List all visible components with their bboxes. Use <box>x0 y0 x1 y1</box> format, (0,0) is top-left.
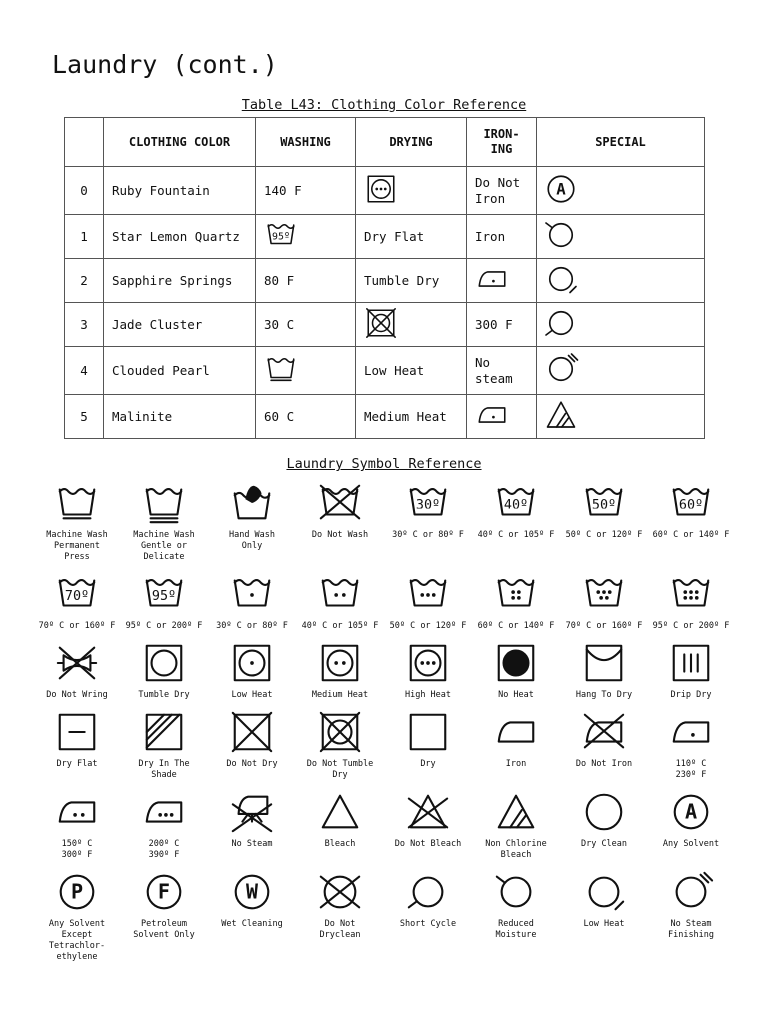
header-drying: DRYING <box>356 118 467 167</box>
symbol-label: Machine Wash Permanent Press <box>46 530 108 562</box>
symbol-label: 30º C or 80º F <box>216 621 288 631</box>
machine-wash-gentle-icon <box>120 480 208 526</box>
cell-clothing-color <box>104 215 256 259</box>
cell-washing-text: 60 C <box>264 408 295 424</box>
svg-text:70º: 70º <box>64 588 90 604</box>
wash-1-dot-icon <box>208 571 296 617</box>
cell-clothing-color <box>104 395 256 439</box>
header-ironing <box>467 118 537 167</box>
symbol-label: 95º C or 200º F <box>125 621 203 631</box>
symbol-label: Do Not Iron <box>575 759 633 769</box>
header-ironing-label: IRON- ING <box>483 127 520 156</box>
symbol-label: Any Solvent <box>662 839 720 849</box>
symbol-label: Reduced Moisture <box>495 919 537 940</box>
cell-drying-text: Medium Heat <box>364 408 447 424</box>
symbol-cell <box>384 640 472 701</box>
symbol-cell <box>208 571 296 632</box>
cell-index <box>65 395 104 439</box>
symbol-label: Dry Clean <box>580 839 628 849</box>
symbol-cell <box>560 789 648 850</box>
no-steam-icon <box>208 789 296 835</box>
symbol-label: Medium Heat <box>311 690 369 700</box>
tumble-dry-icon <box>120 640 208 686</box>
svg-text:W: W <box>245 879 259 904</box>
cell-ironing <box>467 167 537 215</box>
cell-clothing-color <box>104 259 256 303</box>
cell-ironing-text: 300 F <box>475 316 513 332</box>
symbol-reference-caption: Laundry Symbol Reference <box>286 456 482 472</box>
cell-special <box>537 395 705 439</box>
symbol-cell <box>560 640 648 701</box>
cell-clothing-color-text: Clouded Pearl <box>112 362 210 378</box>
svg-text:95º: 95º <box>272 231 290 243</box>
table-row <box>65 259 705 303</box>
cell-drying-text: Low Heat <box>364 362 425 378</box>
cell-clothing-color <box>104 347 256 395</box>
symbol-cell <box>33 480 121 563</box>
do-not-iron-icon <box>560 709 648 755</box>
clothing-color-table <box>64 117 705 439</box>
wash-60-icon <box>647 480 735 526</box>
any-solvent-icon <box>543 171 579 210</box>
symbol-cell <box>208 789 296 850</box>
tumble-dry-medium-icon <box>296 640 384 686</box>
symbol-cell <box>120 640 208 701</box>
cell-index <box>65 347 104 395</box>
svg-text:30º: 30º <box>415 497 441 513</box>
cell-ironing-text: No steam <box>475 354 513 386</box>
cell-washing <box>256 259 356 303</box>
header-index <box>65 118 104 167</box>
short-cycle-icon <box>384 869 472 915</box>
cell-clothing-color <box>104 303 256 347</box>
symbol-cell <box>384 480 472 541</box>
header-washing: WASHING <box>256 118 356 167</box>
cell-index <box>65 215 104 259</box>
non-chlorine-bleach-icon <box>543 397 579 436</box>
symbol-label: 50º C or 120º F <box>389 621 467 631</box>
do-not-wring-icon <box>33 640 121 686</box>
symbol-cell <box>296 789 384 850</box>
symbol-cell <box>384 709 472 770</box>
symbol-label: Do Not Bleach <box>394 839 462 849</box>
hang-to-dry-icon <box>560 640 648 686</box>
symbol-label: 40º C or 105º F <box>301 621 379 631</box>
cell-ironing <box>467 303 537 347</box>
symbol-label: Hang To Dry <box>575 690 633 700</box>
symbol-label: No Steam Finishing <box>667 919 715 940</box>
iron-icon <box>472 709 560 755</box>
machine-wash-permanent-press-icon <box>33 480 121 526</box>
wash-95-icon <box>120 571 208 617</box>
any-solvent-except-tce-icon <box>33 869 121 915</box>
cell-drying <box>356 259 467 303</box>
do-not-dry-icon <box>208 709 296 755</box>
symbol-cell <box>384 571 472 632</box>
cell-ironing <box>467 347 537 395</box>
wash-basin-icon <box>264 352 298 389</box>
svg-text:A: A <box>556 179 566 199</box>
symbol-cell <box>647 789 735 850</box>
cell-clothing-color <box>104 167 256 215</box>
cell-special <box>537 347 705 395</box>
do-not-tumble-dry-icon <box>296 709 384 755</box>
symbol-cell <box>472 709 560 770</box>
symbol-label: Petroleum Solvent Only <box>133 919 195 940</box>
reduced-moisture-icon <box>472 869 560 915</box>
dry-icon <box>384 709 472 755</box>
symbol-cell <box>560 480 648 541</box>
page-title: Laundry (cont.) <box>52 50 278 79</box>
symbol-label: Short Cycle <box>399 919 457 929</box>
cell-index-text: 1 <box>80 228 88 244</box>
symbol-cell <box>208 480 296 552</box>
symbol-label: High Heat <box>404 690 452 700</box>
symbol-label: 60º C or 140º F <box>652 530 730 540</box>
symbol-cell <box>33 571 121 632</box>
symbol-cell <box>33 789 121 861</box>
symbol-label: 60º C or 140º F <box>477 621 555 631</box>
symbol-label: 50º C or 120º F <box>565 530 643 540</box>
low-heat-icon <box>543 261 579 300</box>
do-not-dryclean-icon <box>296 869 384 915</box>
dry-clean-icon <box>560 789 648 835</box>
cell-drying-text: Dry Flat <box>364 228 425 244</box>
symbol-cell <box>208 709 296 770</box>
symbol-cell <box>296 709 384 781</box>
cell-washing-text: 140 F <box>264 182 302 198</box>
symbol-cell <box>33 709 121 770</box>
wash-95-icon <box>264 218 298 255</box>
wash-2-dots-icon <box>296 571 384 617</box>
symbol-label: Do Not Wash <box>311 530 369 540</box>
hand-wash-icon <box>208 480 296 526</box>
cell-index <box>65 259 104 303</box>
symbol-label: 95º C or 200º F <box>652 621 730 631</box>
symbol-cell <box>120 571 208 632</box>
header-special: SPECIAL <box>537 118 705 167</box>
cell-drying <box>356 395 467 439</box>
wash-40-icon <box>472 480 560 526</box>
cell-clothing-color-text: Star Lemon Quartz <box>112 228 240 244</box>
do-not-tumble-dry-icon <box>364 306 398 343</box>
cell-ironing <box>467 395 537 439</box>
tumble-dry-no-heat-icon <box>472 640 560 686</box>
no-steam-finishing-icon <box>647 869 735 915</box>
symbol-cell <box>472 480 560 541</box>
symbol-label: Dry Flat <box>56 759 98 769</box>
svg-text:A: A <box>684 799 698 824</box>
table-caption: Table L43: Clothing Color Reference <box>241 97 527 113</box>
do-not-wash-icon <box>296 480 384 526</box>
cell-washing <box>256 167 356 215</box>
cell-special <box>537 167 705 215</box>
cell-ironing-text: Do Not Iron <box>475 174 521 206</box>
symbol-cell <box>120 869 208 941</box>
symbol-cell <box>472 571 560 632</box>
wet-cleaning-icon <box>208 869 296 915</box>
cell-index <box>65 303 104 347</box>
symbol-cell <box>296 640 384 701</box>
cell-index-text: 4 <box>80 362 88 378</box>
cell-washing-text: 30 C <box>264 316 295 332</box>
tumble-dry-high-icon <box>384 640 472 686</box>
cell-ironing <box>467 215 537 259</box>
cell-clothing-color-text: Ruby Fountain <box>112 182 210 198</box>
symbol-cell <box>647 709 735 781</box>
symbol-label: Do Not Tumble Dry <box>306 759 374 780</box>
symbol-label: Low Heat <box>583 919 625 929</box>
symbol-label: 30º C or 80º F <box>392 530 464 540</box>
cell-index-text: 2 <box>80 272 88 288</box>
no-steam-finishing-icon <box>543 351 579 390</box>
symbol-cell <box>472 869 560 941</box>
table-row <box>65 167 705 215</box>
symbol-cell <box>472 640 560 701</box>
petroleum-solvent-icon <box>120 869 208 915</box>
symbol-label: Tumble Dry <box>138 690 190 700</box>
symbol-cell <box>120 789 208 861</box>
cell-drying <box>356 215 467 259</box>
symbol-label: Dry <box>420 759 436 769</box>
wash-3-dots-icon <box>384 571 472 617</box>
do-not-bleach-icon <box>384 789 472 835</box>
wash-70-icon <box>33 571 121 617</box>
wash-6-dots-icon <box>647 571 735 617</box>
cell-index-text: 0 <box>80 182 88 198</box>
symbol-label: Drip Dry <box>670 690 712 700</box>
symbol-label: 200º C 390º F <box>148 839 180 860</box>
symbol-label: Do Not Dryclean <box>319 919 361 940</box>
symbol-cell <box>560 869 648 930</box>
table-row <box>65 303 705 347</box>
table-row <box>65 215 705 259</box>
svg-text:50º: 50º <box>591 497 617 513</box>
tumble-dry-high-heat-icon <box>364 172 398 209</box>
table-row <box>65 395 705 439</box>
symbol-cell <box>208 640 296 701</box>
svg-text:40º: 40º <box>503 497 529 513</box>
iron-high-icon <box>120 789 208 835</box>
symbol-label: Bleach <box>324 839 356 849</box>
symbol-label: Dry In The Shade <box>138 759 190 780</box>
symbol-cell <box>384 789 472 850</box>
drip-dry-icon <box>647 640 735 686</box>
symbol-cell <box>296 480 384 541</box>
dry-flat-icon <box>33 709 121 755</box>
table-header-row <box>65 118 705 167</box>
symbol-label: 110º C 230º F <box>675 759 707 780</box>
symbol-cell <box>208 869 296 930</box>
short-cycle-icon <box>543 305 579 344</box>
iron-low-icon <box>475 262 509 299</box>
cell-ironing-text: Iron <box>475 228 506 244</box>
cell-index-text: 5 <box>80 408 88 424</box>
cell-special <box>537 303 705 347</box>
symbol-label: Hand Wash Only <box>228 530 276 551</box>
symbol-cell <box>384 869 472 930</box>
cell-special <box>537 215 705 259</box>
symbol-cell <box>33 640 121 701</box>
symbol-label: 150º C 300º F <box>61 839 93 860</box>
iron-medium-icon <box>33 789 121 835</box>
symbol-label: Wet Cleaning <box>221 919 283 929</box>
symbol-label: 70º C or 160º F <box>38 621 116 631</box>
table-row <box>65 347 705 395</box>
symbol-cell <box>647 869 735 941</box>
bleach-icon <box>296 789 384 835</box>
cell-drying <box>356 303 467 347</box>
symbol-cell <box>560 709 648 770</box>
symbol-label: Any Solvent Except Tetrachlor- ethylene <box>48 919 106 962</box>
cell-washing <box>256 347 356 395</box>
symbol-cell <box>296 869 384 941</box>
tumble-dry-low-icon <box>208 640 296 686</box>
svg-text:95º: 95º <box>151 588 177 604</box>
symbol-cell <box>120 709 208 781</box>
cell-index <box>65 167 104 215</box>
symbol-cell <box>560 571 648 632</box>
symbol-cell <box>120 480 208 563</box>
any-solvent-icon <box>647 789 735 835</box>
wash-5-dots-icon <box>560 571 648 617</box>
symbol-label: No Steam <box>231 839 273 849</box>
dry-in-shade-icon <box>120 709 208 755</box>
symbol-label: Iron <box>505 759 527 769</box>
cell-drying-text: Tumble Dry <box>364 272 440 288</box>
symbol-cell <box>647 480 735 541</box>
cell-washing <box>256 215 356 259</box>
cell-washing-text: 80 F <box>264 272 295 288</box>
cell-clothing-color-text: Malinite <box>112 408 173 424</box>
cell-clothing-color-text: Jade Cluster <box>112 316 203 332</box>
svg-text:F: F <box>157 879 171 904</box>
symbol-label: Do Not Dry <box>226 759 278 769</box>
svg-text:P: P <box>70 879 84 904</box>
cell-special <box>537 259 705 303</box>
symbol-label: Do Not Wring <box>46 690 108 700</box>
svg-text:60º: 60º <box>678 497 704 513</box>
symbol-label: Machine Wash Gentle or Delicate <box>133 530 195 562</box>
cell-clothing-color-text: Sapphire Springs <box>112 272 233 288</box>
cell-washing <box>256 303 356 347</box>
cell-index-text: 3 <box>80 316 88 332</box>
symbol-label: 70º C or 160º F <box>565 621 643 631</box>
iron-low-icon <box>647 709 735 755</box>
cell-washing <box>256 395 356 439</box>
cell-ironing <box>467 259 537 303</box>
wash-30-icon <box>384 480 472 526</box>
wash-4-dots-icon <box>472 571 560 617</box>
symbol-cell <box>33 869 121 963</box>
iron-low-icon <box>475 398 509 435</box>
cell-drying <box>356 167 467 215</box>
symbol-label: Low Heat <box>231 690 273 700</box>
header-clothing-color: CLOTHING COLOR <box>104 118 256 167</box>
non-chlorine-bleach-icon <box>472 789 560 835</box>
low-heat-icon <box>560 869 648 915</box>
cell-drying <box>356 347 467 395</box>
symbol-cell <box>647 571 735 632</box>
reduced-moisture-icon <box>543 217 579 256</box>
symbol-cell <box>647 640 735 701</box>
symbol-label: No Heat <box>498 690 534 700</box>
symbol-cell <box>472 789 560 861</box>
symbol-cell <box>296 571 384 632</box>
symbol-label: 40º C or 105º F <box>477 530 555 540</box>
wash-50-icon <box>560 480 648 526</box>
symbol-label: Non Chlorine Bleach <box>485 839 547 860</box>
